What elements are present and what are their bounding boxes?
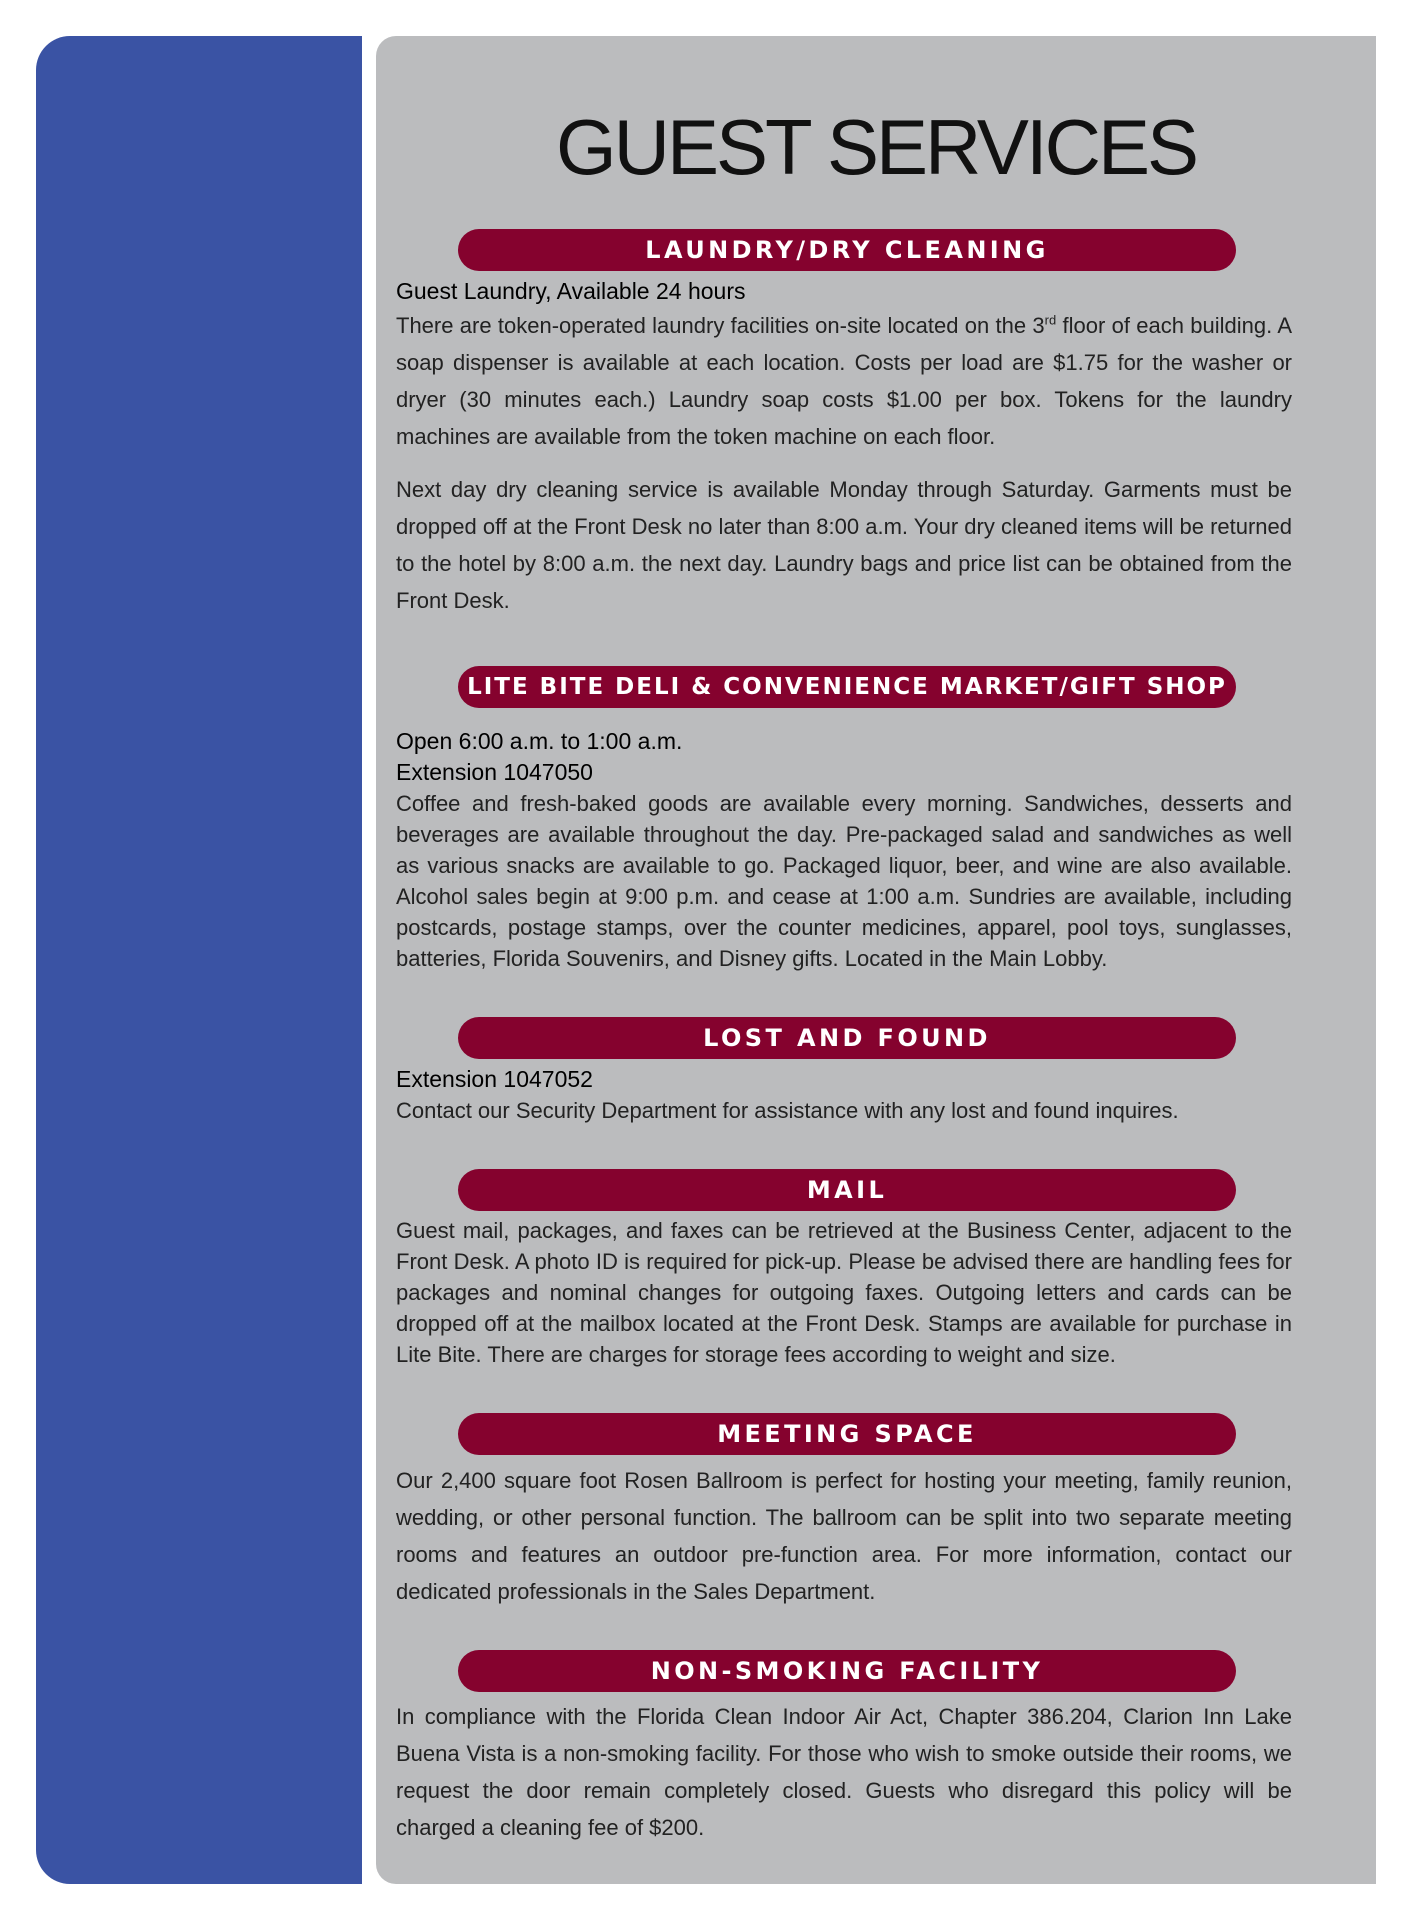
section-heading-non-smoking: NON-SMOKING FACILITY — [458, 1650, 1236, 1692]
section-lost-found — [396, 1064, 1292, 1126]
laundry-p1-text-a: There are token-operated laundry facilities on-site located on the 3 — [396, 313, 1045, 338]
section-deli — [396, 726, 1292, 974]
laundry-p1-superscript: rd — [1044, 312, 1057, 328]
meeting-description: Our 2,400 square foot Rosen Ballroom is perfect for hosting your meeting, family reunion, wedding, or other personal function. The ballroom can be split into two separate meeting rooms and features an outdoor pre-function area. For more information, contact our dedicated professionals in the Sales Department. — [396, 1468, 1292, 1604]
laundry-subtitle: Guest Laundry, Available 24 hours — [396, 278, 746, 304]
section-non-smoking — [396, 1698, 1292, 1846]
lost-found-extension: Extension 1047052 — [396, 1066, 593, 1092]
non-smoking-description: In compliance with the Florida Clean Indoor Air Act, Chapter 386.204, Clarion Inn Lake Buena Vista is a non-smoking facility. For those who wish to smoke outside their rooms, we request the door remain completely closed. Guests who disregard this policy will be charged a cleaning fee of $200. — [396, 1704, 1292, 1840]
section-laundry — [396, 276, 1292, 619]
section-mail — [396, 1215, 1292, 1370]
section-heading-meeting: MEETING SPACE — [458, 1413, 1236, 1455]
section-heading-lost-found: LOST AND FOUND — [458, 1017, 1236, 1059]
page-title: GUEST SERVICES — [555, 103, 1196, 191]
deli-extension: Extension 1047050 — [396, 759, 593, 785]
sidebar-color-bar — [36, 36, 362, 1884]
section-meeting — [396, 1462, 1292, 1610]
lost-found-description: Contact our Security Department for assistance with any lost and found inquires. — [396, 1098, 1179, 1123]
section-heading-mail: MAIL — [458, 1169, 1236, 1211]
deli-description: Coffee and fresh-baked goods are available every morning. Sandwiches, desserts and beverages are available throughout the day. Pre-packaged salad and sandwiches as well as various snacks are available to go. Packaged liquor, beer, and wine are also available. Alcohol sales begin at 9:00 p.m. and cease at 1:00 a.m. Sundries are available, including postcards, postage stamps, over the counter medicines, apparel, pool toys, sunglasses, batteries, Florida Souvenirs, and Disney gifts. Located in the Main Lobby. — [396, 791, 1292, 971]
section-heading-deli: LITE BITE DELI & CONVENIENCE MARKET/GIFT SHOP — [458, 666, 1236, 708]
laundry-paragraph-2: Next day dry cleaning service is available Monday through Saturday. Garments must be dropped off at the Front Desk no later than 8:00 a.m. Your dry cleaned items will be returned to the hotel by 8:00 a.m. the next day. Laundry bags and price list can be obtained from the Front Desk. — [396, 477, 1293, 613]
section-heading-laundry: LAUNDRY/DRY CLEANING — [458, 229, 1236, 271]
laundry-p1-text-b: floor of each building. A soap dispenser is available at each location. Costs per load are $1.75 for the washer or dryer (30 minutes each.) Laundry soap costs $1.00 per box. Tokens for the laundry machines are available from the token machine on each floor. — [396, 313, 1292, 449]
laundry-paragraph-1 — [396, 307, 1292, 455]
deli-hours: Open 6:00 a.m. to 1:00 a.m. — [396, 728, 683, 754]
mail-description: Guest mail, packages, and faxes can be retrieved at the Business Center, adjacent to the Front Desk. A photo ID is required for pick-up. Please be advised there are handling fees for packages and nominal changes for outgoing faxes. Outgoing letters and cards can be dropped off at the mailbox located at the Front Desk. Stamps are available for purchase in Lite Bite. There are charges for storage fees according to weight and size. — [396, 1218, 1292, 1367]
